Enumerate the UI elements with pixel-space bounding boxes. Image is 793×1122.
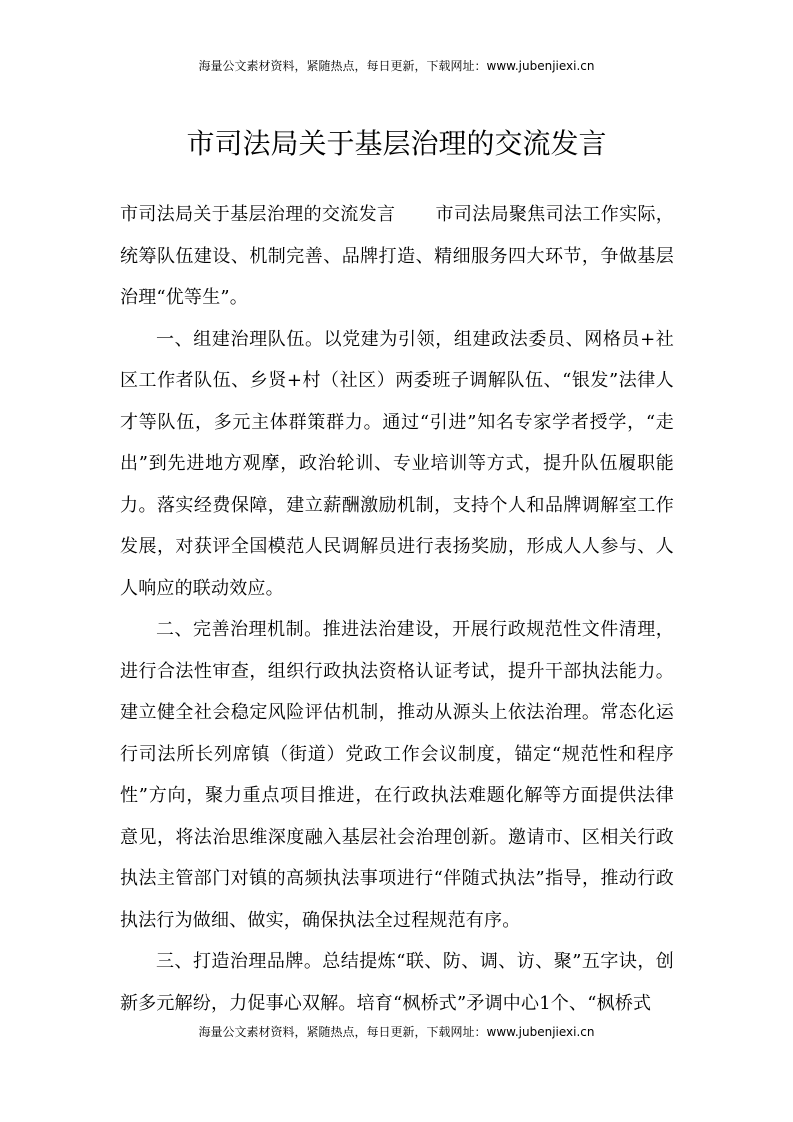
page-header: [0, 58, 793, 74]
paragraph-team: 一、组建治理队伍。以党建为引领，组建政法委员、网格员+社区工作者队伍、乡贤+村（社区）两委班子调解队伍、“银发”法律人才等队伍，多元主体群策群力。通过“引进”知名专家学者授学，“走出”到先进地方观摩，政治轮训、专业培训等方式，提升队伍履职能力。落实经费保障，建立薪酬激励机制，支持个人和品牌调解室工作发展，对获评全国模范人民调解员进行表扬奖励，形成人人参与、人人响应的联动效应。: [120, 328, 674, 599]
page-footer: [0, 1024, 793, 1040]
intro-title: 市司法局关于基层治理的交流发言: [120, 204, 396, 225]
paragraph-brand: 三、打造治理品牌。总结提炼“联、防、调、访、聚”五字诀，创新多元解纷，力促事心双解。培育“枫桥式”矛调中心1个、“枫桥式: [120, 951, 674, 1014]
footer-url[interactable]: www.jubenjiexi.cn: [486, 1025, 595, 1039]
intro-paragraph: [120, 194, 674, 319]
footer-text: 海量公文素材资料，紧随热点，每日更新，下载网址：: [198, 1025, 487, 1039]
document-body: [120, 194, 674, 1024]
header-text: 海量公文素材资料，紧随热点，每日更新，下载网址：: [198, 59, 487, 73]
header-url[interactable]: www.jubenjiexi.cn: [486, 59, 595, 73]
intro-text: 市司法局聚焦司法工作实际，统筹队伍建设、机制完善、品牌打造、精细服务四大环节，争做基层治理“优等生”。: [120, 204, 674, 308]
paragraph-mechanism: 二、完善治理机制。推进法治建设，开展行政规范性文件清理，进行合法性审查，组织行政执法资格认证考试，提升干部执法能力。建立健全社会稳定风险评估机制，推动从源头上依法治理。常态化运行司法所长列席镇（街道）党政工作会议制度，锚定“规范性和程序性”方向，聚力重点项目推进，在行政执法难题化解等方面提供法律意见，将法治思维深度融入基层社会治理创新。邀请市、区相关行政执法主管部门对镇的高频执法事项进行“伴随式执法”指导，推动行政执法行为做细、做实，确保执法全过程规范有序。: [120, 619, 674, 931]
document-title: 市司法局关于基层治理的交流发言: [186, 127, 607, 160]
